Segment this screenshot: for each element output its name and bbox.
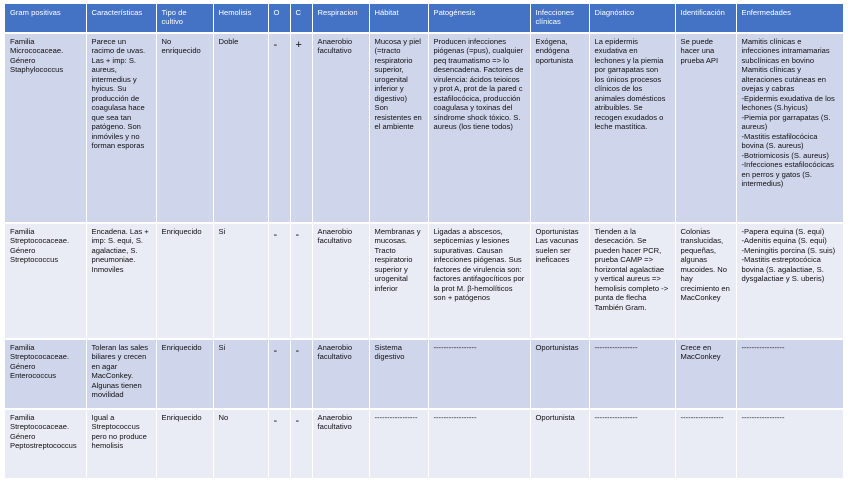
header-gram: Gram positivas xyxy=(5,4,86,33)
cell-diagnostico: ----------------- xyxy=(589,409,675,479)
cell-gram: Familia Streptococaceae. Género Peptostreptococcus xyxy=(5,409,86,479)
cell-gram: Familia Micrococaceae. Género Staphylococcus xyxy=(5,33,86,223)
cell-diagnostico: Tienden a la desecación. Se pueden hacer PCR, prueba CAMP => horizontal agalactiae y vertical aureus => hemolisis completo -> punta de flecha También Gram. xyxy=(589,223,675,339)
cell-patogenesis: Ligadas a abscesos, septicemias y lesiones supurativas. Causan infecciones piógenas. Sus factores de virulencia son: factores antifagocíticos por la prot M. β-hemolíticos son + patógenos xyxy=(428,223,530,339)
cell-identificacion: Colonias translucidas, pequeñas, algunas mucoides. No hay crecimiento en MacConkey xyxy=(675,223,736,339)
header-caracteristicas: Características xyxy=(86,4,156,33)
header-diagnostico: Diagnóstico xyxy=(589,4,675,33)
cell-c: - xyxy=(290,409,312,479)
header-row xyxy=(5,4,843,33)
cell-identificacion: Se puede hacer una prueba API xyxy=(675,33,736,223)
cell-cultivo: Enriquecido xyxy=(156,409,213,479)
cell-c: - xyxy=(290,339,312,409)
cell-caracteristicas: Toleran las sales biliares y crecen en agar MacConkey. Algunas tienen movilidad xyxy=(86,339,156,409)
cell-caracteristicas: Encadena. Las + imp: S. equi, S. agalactiae, S. pneumoniae. Inmoviles xyxy=(86,223,156,339)
cell-c: - xyxy=(290,223,312,339)
cell-infecciones: Oportunista xyxy=(530,409,589,479)
cell-enfermedades: ----------------- xyxy=(736,409,843,479)
cell-habitat: Membranas y mucosas. Tracto respiratorio superior y urogenital inferior xyxy=(369,223,428,339)
cell-hemolisis: Doble xyxy=(213,33,268,223)
cell-enfermedades: ----------------- xyxy=(736,339,843,409)
table-row xyxy=(5,339,843,409)
header-cultivo: Tipo de cultivo xyxy=(156,4,213,33)
table-row xyxy=(5,409,843,479)
cell-o: - xyxy=(268,223,290,339)
cell-diagnostico: La epidermis exudativa en lechones y la piemia por garrapatas son los únicos procesos clínicos de los animales domésticos atribuibles. Se recogen exudados o leche mastítica. xyxy=(589,33,675,223)
cell-respiracion: Anaerobio facultativo xyxy=(312,223,369,339)
cell-gram: Familia Streptococaceae. Género Enterococcus xyxy=(5,339,86,409)
cell-diagnostico: ----------------- xyxy=(589,339,675,409)
cell-habitat: Sistema digestivo xyxy=(369,339,428,409)
cell-patogenesis: ----------------- xyxy=(428,339,530,409)
cell-respiracion: Anaerobio facultativo xyxy=(312,339,369,409)
cell-hemolisis: Si xyxy=(213,339,268,409)
header-habitat: Hábitat xyxy=(369,4,428,33)
header-respiracion: Respiracion xyxy=(312,4,369,33)
cell-identificacion: ----------------- xyxy=(675,409,736,479)
table-row xyxy=(5,33,843,223)
cell-gram: Familia Streptococaceae. Género Streptococcus xyxy=(5,223,86,339)
cell-hemolisis: No xyxy=(213,409,268,479)
cell-infecciones: Exógena, endógena oportunista xyxy=(530,33,589,223)
cell-hemolisis: Si xyxy=(213,223,268,339)
cell-infecciones: Oportunistas Las vacunas suelen ser ineficaces xyxy=(530,223,589,339)
table-row xyxy=(5,223,843,339)
cell-caracteristicas: Igual a Streptococcus pero no produce hemolisis xyxy=(86,409,156,479)
cell-c: + xyxy=(290,33,312,223)
header-identificacion: Identificación xyxy=(675,4,736,33)
cell-o: - xyxy=(268,33,290,223)
cell-habitat: Mucosa y piel (=tracto respiratorio superior, urogenital inferior y digestivo) Son resistentes en el ambiente xyxy=(369,33,428,223)
header-hemolisis: Hemolisis xyxy=(213,4,268,33)
cell-cultivo: Enriquecido xyxy=(156,223,213,339)
cell-habitat: ----------------- xyxy=(369,409,428,479)
cell-patogenesis: ----------------- xyxy=(428,409,530,479)
cell-enfermedades: Mamitis clínicas e infecciones intramamarias subclínicas en bovino Mamitis clínicas y alteraciones cutáneas en ovejas y cabras -Epidermis exudativa de los lechones (S.hyicus) -Piemia por garrapatas (S. aureus) -Mastitis estafilocócica bovina (S. aureus) -Botriomicosis (S. aureus) -Infecciones estafilocócicas en perros y gatos (S. intermedius) xyxy=(736,33,843,223)
bacteria-table xyxy=(5,4,844,480)
cell-caracteristicas: Parece un racimo de uvas. Las + imp: S. aureus, intermedius y hyicus. Su producción de coagulasa hace que sea tan patógeno. Son inmóviles y no forman esporas xyxy=(86,33,156,223)
header-c: C xyxy=(290,4,312,33)
header-o: O xyxy=(268,4,290,33)
cell-respiracion: Anaerobio facultativo xyxy=(312,33,369,223)
header-enfermedades: Enfermedades xyxy=(736,4,843,33)
header-patogenesis: Patogénesis xyxy=(428,4,530,33)
cell-o: - xyxy=(268,409,290,479)
cell-infecciones: Oportunistas xyxy=(530,339,589,409)
cell-enfermedades: -Papera equina (S. equi) -Adenitis equina (S. equi) -Meningitis porcina (S. suis) -Mastitis estreptocócica bovina (S. agalactiae, S. dysgalactiae y S. uberis) xyxy=(736,223,843,339)
cell-patogenesis: Producen infecciones piógenas (=pus), cualquier peq traumatismo => lo desencadena. Factores de virulencia: ácidos teioicos y prot A, prot de la pared c estafilocócica, producción coagulasa y toxinas del síndrome shock tóxico. S. aureus (los tiene todos) xyxy=(428,33,530,223)
header-infecciones: Infecciones clínicas xyxy=(530,4,589,33)
cell-cultivo: No enriquecido xyxy=(156,33,213,223)
cell-identificacion: Crece en MacConkey xyxy=(675,339,736,409)
cell-cultivo: Enriquecido xyxy=(156,339,213,409)
cell-o: - xyxy=(268,339,290,409)
cell-respiracion: Anaerobio facultativo xyxy=(312,409,369,479)
